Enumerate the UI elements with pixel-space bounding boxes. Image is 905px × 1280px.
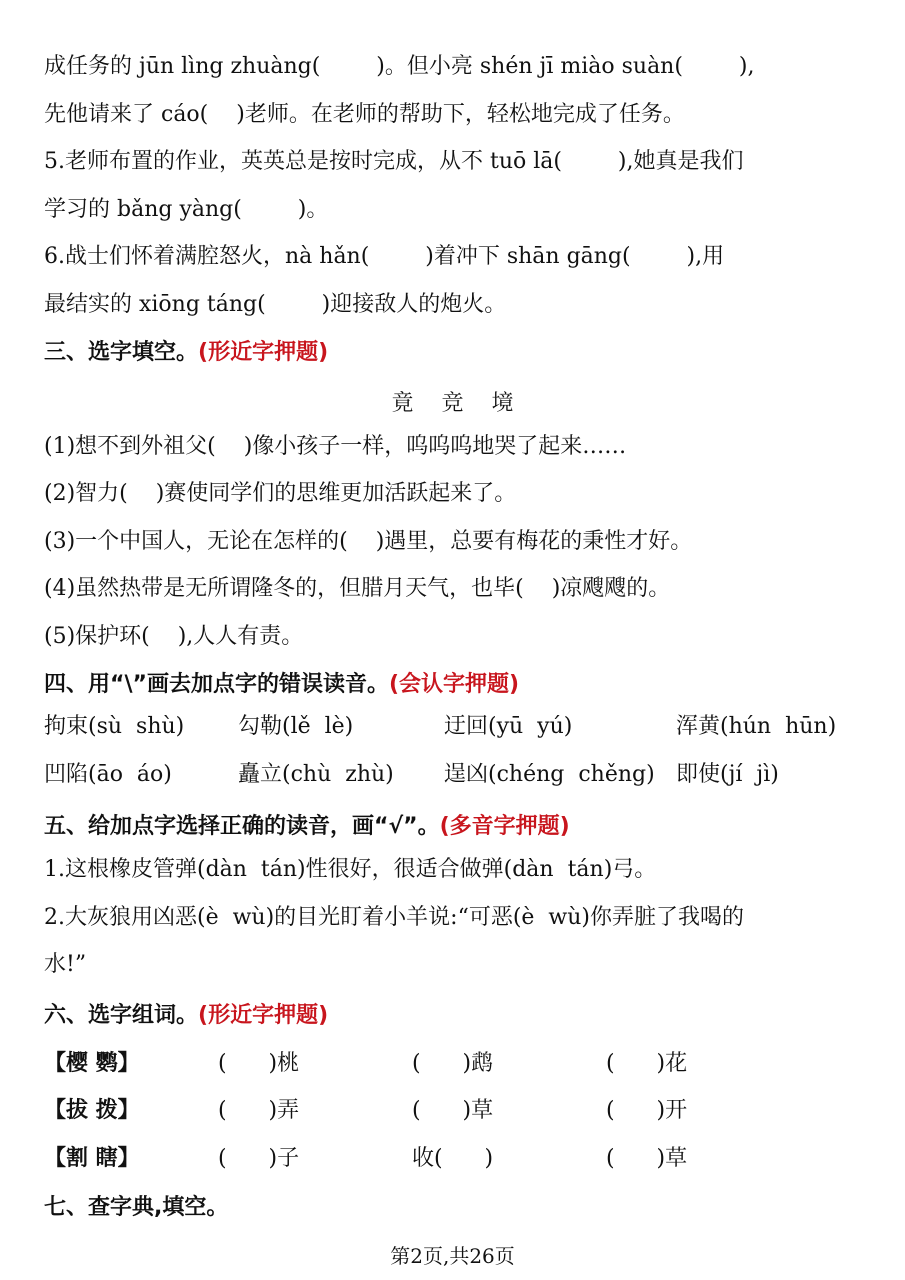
word-blank: ( )花 bbox=[606, 1051, 688, 1076]
polyphone-question: 2.大灰狼用凶恶(è wù)的目光盯着小羊说:“可恶(è wù)你弄脏了我喝的 bbox=[44, 905, 744, 930]
section-tag: (形近字押题) bbox=[198, 340, 329, 365]
char-pair: 【割 瞎】 bbox=[44, 1146, 140, 1171]
fill-item: (1)想不到外祖父( )像小孩子一样，呜呜呜地哭了起来…… bbox=[44, 434, 627, 459]
exercise-line: 5.老师布置的作业，英英总是按时完成，从不 tuō lā( ),她真是我们 bbox=[44, 149, 744, 174]
char-pair: 【拔 拨】 bbox=[44, 1098, 140, 1123]
page-number: 第2页,共26页 bbox=[390, 1244, 515, 1268]
char-choices: 竟 竞 境 bbox=[391, 391, 514, 416]
pinyin-item: 迂回(yū yú) bbox=[444, 714, 573, 739]
section-heading bbox=[44, 670, 519, 700]
word-blank: ( )草 bbox=[412, 1098, 494, 1123]
word-blank: ( )草 bbox=[606, 1146, 688, 1171]
section-tag: (多音字押题) bbox=[439, 814, 570, 839]
pinyin-item: 矗立(chù zhù) bbox=[238, 762, 394, 787]
section-heading bbox=[44, 338, 328, 368]
word-blank: ( )桃 bbox=[218, 1051, 300, 1076]
exercise-line: 最结实的 xiōng táng( )迎接敌人的炮火。 bbox=[44, 292, 507, 317]
exercise-line: 6.战士们怀着满腔怒火，nà hǎn( )着冲下 shān gāng( ),用 bbox=[44, 244, 725, 269]
section-heading bbox=[44, 1001, 328, 1031]
word-blank: 收( ) bbox=[412, 1146, 494, 1171]
word-blank: ( )子 bbox=[218, 1146, 300, 1171]
section-heading: 七、查字典,填空。 bbox=[44, 1195, 229, 1220]
char-pair: 【樱 鹦】 bbox=[44, 1051, 140, 1076]
polyphone-question: 1.这根橡皮管弹(dàn tán)性很好，很适合做弹(dàn tán)弓。 bbox=[44, 857, 657, 882]
pinyin-item: 浑黄(hún hūn) bbox=[676, 714, 837, 739]
pinyin-item: 勾勒(lě lè) bbox=[238, 714, 354, 739]
word-blank: ( )鹉 bbox=[412, 1051, 494, 1076]
word-blank: ( )弄 bbox=[218, 1098, 300, 1123]
section-title: 五、给加点字选择正确的读音，画“√”。 bbox=[44, 814, 440, 839]
section-tag: (会认字押题) bbox=[388, 672, 520, 697]
exercise-line: 成任务的 jūn lìng zhuàng( )。但小亮 shén jī miào suàn( ), bbox=[44, 54, 755, 79]
fill-item: (2)智力( )赛使同学们的思维更加活跃起来了。 bbox=[44, 481, 517, 506]
polyphone-question: 水!” bbox=[44, 952, 87, 977]
fill-item: (5)保护环( ),人人有责。 bbox=[44, 624, 304, 649]
section-title: 四、用“\”画去加点字的错误读音。 bbox=[44, 672, 389, 697]
word-blank: ( )开 bbox=[606, 1098, 688, 1123]
section-title: 三、选字填空。 bbox=[44, 340, 199, 365]
section-title: 六、选字组词。 bbox=[44, 1003, 199, 1028]
section-tag: (形近字押题) bbox=[198, 1003, 329, 1028]
exercise-line: 先他请来了 cáo( )老师。在老师的帮助下，轻松地完成了任务。 bbox=[44, 102, 685, 127]
pinyin-item: 即使(jí jì) bbox=[676, 762, 779, 787]
fill-item: (3)一个中国人，无论在怎样的( )遇里，总要有梅花的秉性才好。 bbox=[44, 529, 693, 554]
section-heading bbox=[44, 812, 570, 842]
fill-item: (4)虽然热带是无所谓隆冬的，但腊月天气，也毕( )凉飕飕的。 bbox=[44, 576, 671, 601]
pinyin-item: 逞凶(chéng chěng) bbox=[444, 762, 655, 787]
exercise-line: 学习的 bǎng yàng( )。 bbox=[44, 197, 329, 222]
pinyin-item: 凹陷(āo áo) bbox=[44, 762, 172, 787]
pinyin-item: 拘束(sù shù) bbox=[44, 714, 185, 739]
